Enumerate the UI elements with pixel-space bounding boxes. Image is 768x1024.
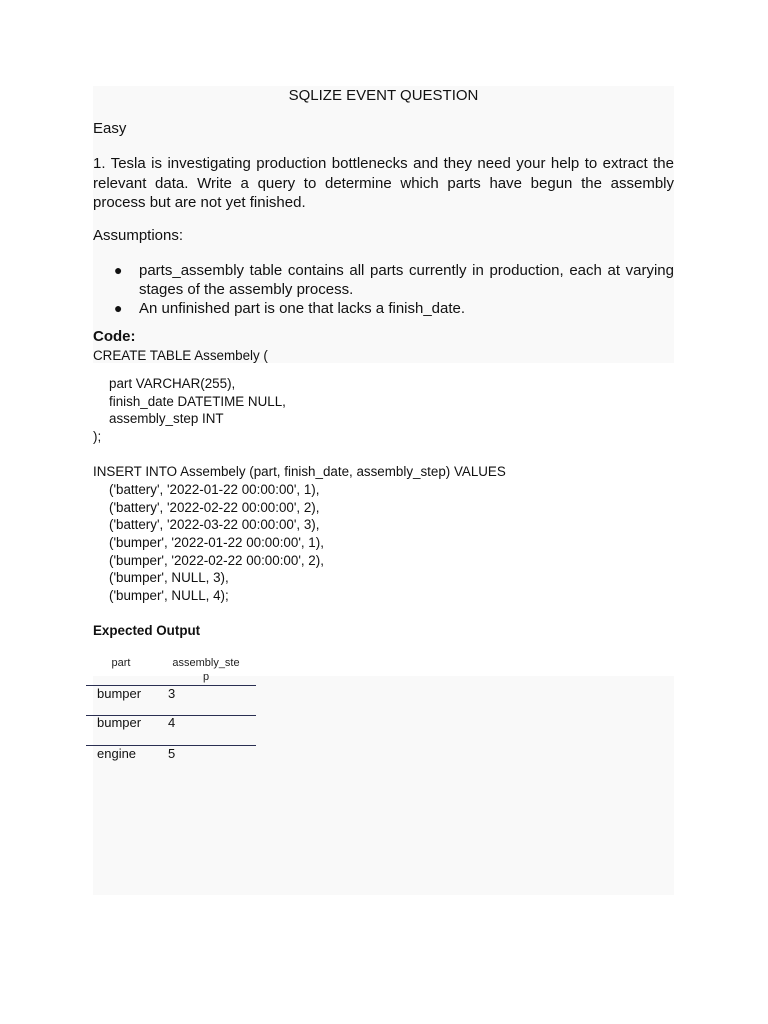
code-line: );: [93, 429, 102, 444]
code-line: ('bumper', '2022-02-22 00:00:00', 2),: [109, 553, 324, 568]
table-cell-step: 3: [168, 686, 176, 701]
question-text: 1. Tesla is investigating production bottlenecks and they need your help to extract the relevant data. Write a query to determine which parts have begun the assembly process but are not yet finished.: [93, 155, 674, 211]
code-line: ('bumper', '2022-01-22 00:00:00', 1),: [109, 535, 324, 550]
column-header-assembly-step-wrap: p: [202, 671, 210, 683]
code-line: part VARCHAR(255),: [109, 376, 236, 391]
code-line: ('battery', '2022-01-22 00:00:00', 1),: [109, 482, 320, 497]
code-line: INSERT INTO Assembely (part, finish_date, assembly_step) VALUES: [93, 464, 506, 479]
table-cell-step: 5: [168, 746, 176, 761]
expected-output-heading: Expected Output: [93, 623, 201, 638]
content-background-top: [93, 86, 674, 363]
bullet-icon: ●: [114, 262, 123, 278]
bullet-icon: ●: [114, 300, 123, 316]
content-background-bottom: [93, 676, 674, 895]
assumption-item: ● An unfinished part is one that lacks a finish_date.: [114, 300, 466, 317]
column-header-assembly-step: assembly_ste: [172, 657, 240, 669]
difficulty-label: Easy: [93, 120, 127, 137]
code-line: assembly_step INT: [109, 411, 224, 426]
code-line: ('bumper', NULL, 4);: [109, 588, 229, 603]
code-heading: Code:: [93, 328, 136, 345]
assumptions-heading: Assumptions:: [93, 227, 184, 244]
table-cell-part: engine: [97, 746, 137, 761]
assumption-item: ● parts_assembly table contains all parts currently in production, each at varying stages of the assembly process.: [114, 262, 674, 298]
table-cell-part: bumper: [97, 715, 142, 730]
column-header-part: part: [111, 657, 131, 669]
code-line: finish_date DATETIME NULL,: [109, 394, 286, 409]
table-cell-part: bumper: [97, 686, 142, 701]
page-title: SQLIZE EVENT QUESTION: [288, 87, 479, 104]
table-cell-step: 4: [168, 715, 176, 730]
code-line: ('battery', '2022-02-22 00:00:00', 2),: [109, 500, 320, 515]
code-line: ('battery', '2022-03-22 00:00:00', 3),: [109, 517, 320, 532]
code-line: CREATE TABLE Assembely (: [93, 348, 268, 363]
assumptions-list: [114, 261, 674, 318]
code-line: ('bumper', NULL, 3),: [109, 570, 229, 585]
